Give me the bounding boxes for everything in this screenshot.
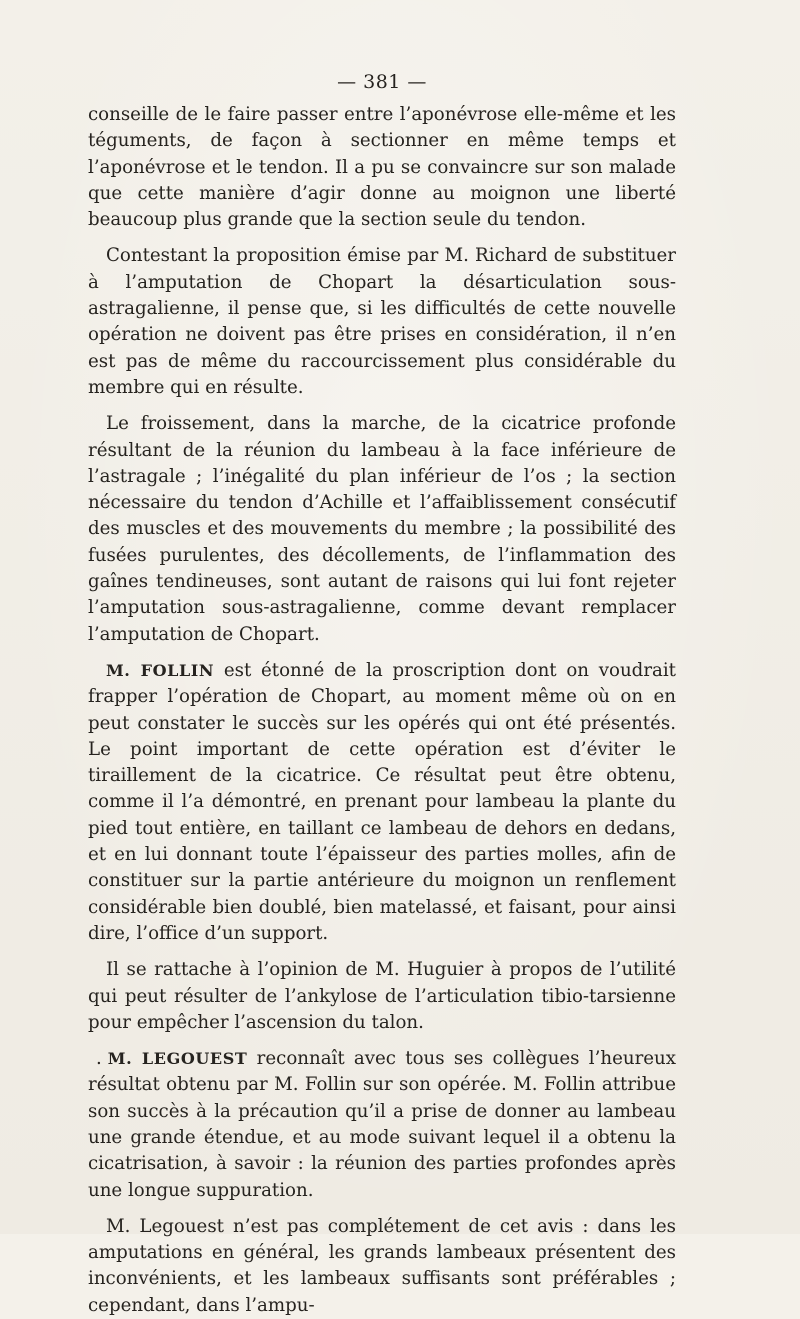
paragraph-2 [88,243,676,401]
paragraph-3-text: Le froissement, dans la marche, de la cicatrice profonde résultant de la réunion du lambeau à la face inférieure de l’astragale ; l’inégalité du plan inférieur de l’os ; la section nécessaire du tendon d’Achille et l’affaiblissement consécutif des muscles et des mouvements du membre ; la possibilité des fusées purulentes, des décollements, de l’inflammation des gaînes tendineuses, sont autant de raisons qui lui font rejeter l’amputation sous-astragalienne, comme devant remplacer l’amputation de Chopart. [88,413,676,645]
paragraph-6-lead-mark: . [96,1048,102,1070]
paragraph-2-text: Contestant la proposition émise par M. Richard de substituer à l’amputation de Chopart la désarticulation sous-astragalienne, il pense que, si les difficultés de cette nouvelle opération ne doivent pas être prises en considération, il n’en est pas de même du raccourcissement plus considérable du membre qui en résulte. [88,245,676,398]
paragraph-4 [88,658,676,947]
paragraph-6-text: reconnaît avec tous ses collègues l’heureux résultat obtenu par M. Follin sur son opérée. M. Follin attribue son succès à la précaution qu’il a prise de donner au lambeau une grande étendue, et au mode suivant lequel il a obtenu la cicatrisation, à savoir : la réunion des parties profondes après une longue suppuration. [88,1048,676,1201]
paragraph-6 [88,1046,676,1204]
paragraph-3 [88,411,676,648]
paragraph-5-text: Il se rattache à l’opinion de M. Huguier à propos de l’utilité qui peut résulter de l’ankylose de l’articulation tibio-tarsienne pour empêcher l’ascension du talon. [88,959,676,1033]
paragraph-7 [88,1214,676,1319]
speaker-legouest: M. LEGOUEST [107,1049,248,1069]
paragraph-4-text: est étonné de la proscription dont on voudrait frapper l’opération de Chopart, au moment même où on en peut constater le succès sur les opérés qui ont été présentés. Le point important de cette opération est d’éviter le tiraillement de la cicatrice. Ce résultat peut être obtenu, comme il l’a démontré, en prenant pour lambeau la plante du pied tout entière, en taillant ce lambeau de dehors en dedans, et en lui donnant toute l’épaisseur des parties molles, afin de constituer sur la partie antérieure du moignon un renflement considérable bien doublé, bien matelassé, et faisant, pour ainsi dire, l’office d’un support. [88,659,676,944]
page-number: — 381 — [337,71,427,93]
paragraph-1-text: conseille de le faire passer entre l’aponévrose elle-même et les téguments, de façon à sectionner en même temps et l’aponévrose et le tendon. Il a pu se convaincre sur son malade que cette manière d’agir donne au moignon une liberté beaucoup plus grande que la section seule du tendon. [88,104,676,231]
paragraph-7-text: M. Legouest n’est pas complétement de cet avis : dans les amputations en général, les grands lambeaux présentent des inconvénients, et les lambeaux suffisants sont préférables ; cependant, dans l’ampu- [88,1215,676,1316]
paragraph-5 [88,957,676,1036]
paragraph-1 [88,102,676,233]
speaker-follin: M. FOLLIN [106,660,215,680]
